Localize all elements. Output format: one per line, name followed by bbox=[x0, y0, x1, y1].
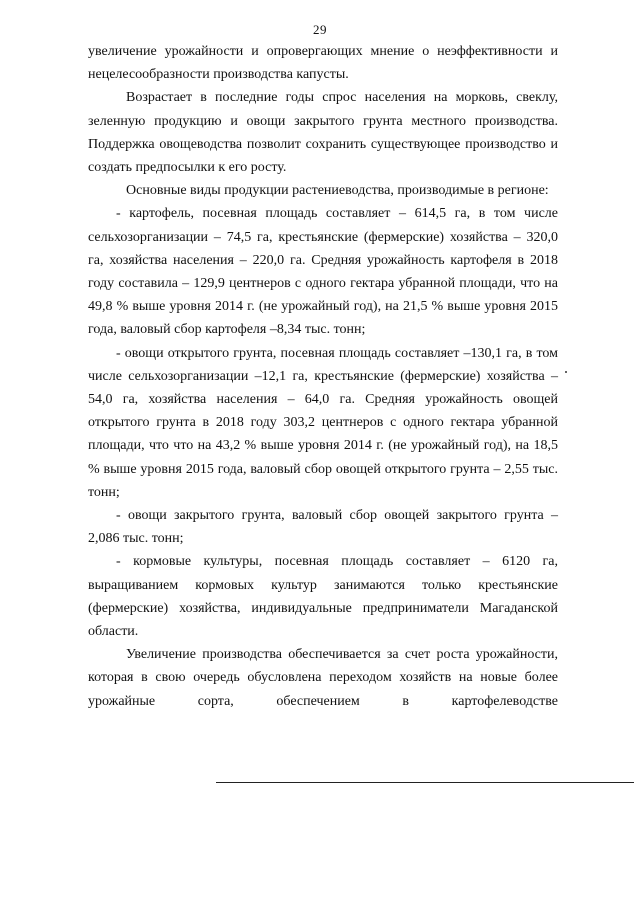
page-number: 29 bbox=[313, 22, 327, 37]
paragraph-vegetable-demand: Возрастает в последние годы спрос населения на морковь, свеклу, зеленную продукцию и овощи закрытого грунта местного производства. Поддержка овощеводства позволит сохранить существующее производство и создать предпосылки к его росту. bbox=[88, 90, 558, 176]
paragraph-production-increase: Увеличение производства обеспечивается за счет роста урожайности, которая в свою очередь обусловлена переходом хозяйств на новые более урожайные сорта, обеспечением в картофелеводстве bbox=[88, 647, 558, 709]
scan-speck bbox=[565, 371, 567, 373]
bottom-rule bbox=[216, 782, 634, 783]
paragraph-main-products-intro: Основные виды продукции растениеводства, производимые в регионе: bbox=[126, 183, 549, 199]
list-item-open-ground-vegetables: - овощи открытого грунта, посевная площадь составляет –130,1 га, в том числе сельхозорганизации –12,1 га, крестьянские (фермерские) хозяйства – 54,0 га, хозяйства населения – 64,0 га. Средняя урожайность овощей открытого грунта в 2018 году 303,2 центнеров с одного гектара убранной площади, что что на 43,2 % выше уровня 2014 г. (не урожайный год), на 18,5 % выше уровня 2015 года, валовый сбор овощей открытого грунта – 2,55 тыс. тонн; bbox=[88, 345, 558, 500]
list-item-fodder-crops: - кормовые культуры, посевная площадь составляет – 6120 га, выращиванием кормовых культур занимаются только крестьянские (фермерские) хозяйства, индивидуальные предприниматели Магаданской области. bbox=[88, 554, 558, 640]
list-item-greenhouse-vegetables: - овощи закрытого грунта, валовый сбор овощей закрытого грунта – 2,086 тыс. тонн; bbox=[88, 508, 558, 547]
body-text bbox=[88, 40, 558, 713]
list-item-potatoes: - картофель, посевная площадь составляет – 614,5 га, в том числе сельхозорганизации – 74,5 га, крестьянские (фермерские) хозяйства – 320,0 га, хозяйства населения – 220,0 га. Средняя урожайность картофеля в 2018 году составила – 129,9 центнеров с одного гектара убранной площади, что на 49,8 % выше уровня 2014 г. (не урожайный год), на 21,5 % выше уровня 2015 года, валовый сбор картофеля –8,34 тыс. тонн; bbox=[88, 206, 558, 338]
paragraph-cabbage-conclusion: увеличение урожайности и опровергающих мнение о неэффективности и нецелесообразности производства капусты. bbox=[88, 44, 558, 83]
